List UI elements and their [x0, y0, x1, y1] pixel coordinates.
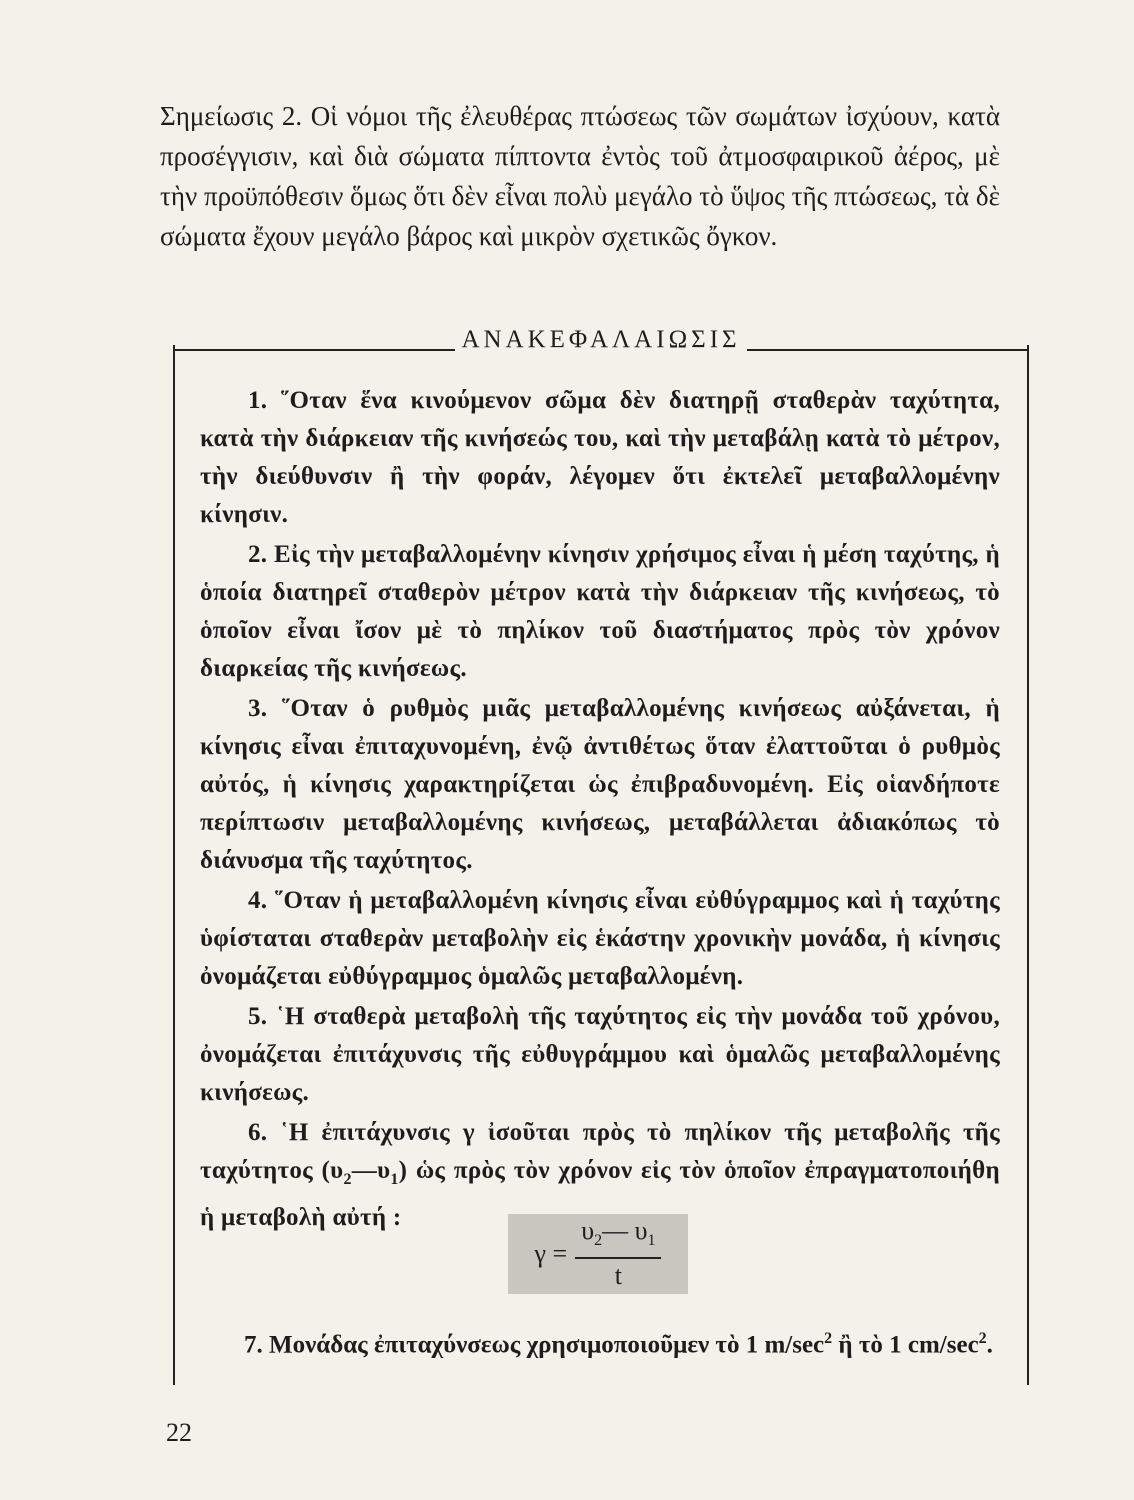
header-rule-right: [747, 349, 1029, 351]
item-number: 3.: [248, 695, 268, 722]
item-text: ῞Οταν ὁ ρυθμὸς μιᾶς μεταβαλλομένης κινήσεως αὐξάνεται, ἡ κίνησις εἶναι ἐπιταχυνομένη, ἐνῷ ἀντιθέτως ὅταν ἐλαττοῦται ὁ ρυθμὸς αὐτός, ἡ κίνησις χαρακτηρίζεται ὡς ἐπιβραδυνομένη. Εἰς οἱανδήποτε περίπτωσιν μεταβαλλομένης κινήσεως, μεταβάλλεται ἀδιακόπως τὸ διάνυσμα τῆς ταχύτητος.: [200, 695, 1000, 874]
page-number: 22: [166, 1418, 192, 1447]
item-text: ῾Η σταθερὰ μεταβολὴ τῆς ταχύτητος εἰς τὴν μονάδα τοῦ χρόνου, ὀνομάζεται ἐπιτάχυνσις τῆς εὐθυγράμμου καὶ ὁμαλῶς μεταβαλλομένης κινήσεως.: [200, 1003, 1000, 1106]
item-text: ῾Η ἐπιτάχυνσις γ ἰσοῦται πρὸς τὸ πηλίκον τῆς μεταβολῆς τῆς ταχύτητος (υ: [200, 1119, 1000, 1184]
numerator-symbol: υ: [581, 1215, 595, 1245]
header-rule-left: [173, 349, 455, 351]
item-number: 6.: [248, 1119, 268, 1146]
summary-items: [200, 382, 1000, 1239]
summary-item-3: [200, 690, 1000, 880]
item-number: 7.: [244, 1331, 263, 1359]
subscript: 1: [390, 1171, 399, 1188]
note-text: Οἱ νόμοι τῆς ἐλευθέρας πτώσεως τῶν σωμάτων ἰσχύουν, κατὰ προσέγγισιν, καὶ διὰ σώματα πίπτοντα ἐντὸς τοῦ ἀτμοσφαιρικοῦ ἀέρος, μὲ τὴν προϋπόθεσιν ὅμως ὅτι δὲν εἶναι πολὺ μεγάλο τὸ ὕψος τῆς πτώσεως, τὰ δὲ σώματα ἔχουν μεγάλο βάρος καὶ μικρὸν σχετικῶς ὄγκον.: [160, 101, 1000, 251]
summary-item-5: [200, 998, 1000, 1112]
acceleration-formula: [508, 1214, 688, 1294]
item-text: ῞Οταν ἕνα κινούμενον σῶμα δὲν διατηρῇ σταθερὰν ταχύτητα, κατὰ τὴν διάρκειαν τῆς κινήσεώς του, καὶ τὴν μεταβάλῃ κατὰ τὸ μέτρον, τὴν διεύθυνσιν ἢ τὴν φοράν, λέγομεν ὅτι ἐκτελεῖ μεταβαλλομένην κίνησιν.: [200, 387, 1000, 528]
item-number: 2.: [248, 541, 268, 568]
summary-header: [173, 326, 1029, 354]
formula-denominator: t: [614, 1261, 622, 1291]
summary-item-4: [200, 882, 1000, 996]
formula-lhs: γ =: [534, 1239, 568, 1268]
item-text: Εἰς τὴν μεταβαλλομένην κίνησιν χρήσιμος εἶναι ἡ μέση ταχύτης, ἡ ὁποία διατηρεῖ σταθερὸν μέτρον κατὰ τὴν διάρκειαν τῆς κινήσεως, τὸ ὁποῖον εἶναι ἴσον μὲ τὸ πηλίκον τοῦ διαστήματος πρὸς τὸν χρόνον διαρκείας τῆς κινήσεως.: [200, 541, 1000, 682]
subscript: 2: [343, 1171, 352, 1188]
summary-item-7: [200, 1320, 1000, 1364]
summary-item-1: [200, 382, 1000, 534]
item-text: —υ: [351, 1157, 391, 1184]
item-text: .: [986, 1331, 993, 1359]
item-number: 4.: [248, 887, 268, 914]
summary-item-2: [200, 536, 1000, 688]
item-text: Μονάδας ἐπιταχύνσεως χρησιμοποιοῦμεν τὸ 1 m/sec: [269, 1331, 825, 1359]
summary-title: ΑΝΑΚΕΦΑΛΑΙΩΣΙΣ: [461, 326, 741, 353]
note-lead: Σημείωσις 2.: [160, 101, 303, 131]
formula-fraction: [575, 1217, 661, 1291]
note-paragraph: [160, 96, 1000, 256]
item-text: ) ὡς πρὸς τὸν χρόνον εἰς τὸν ὁποῖον ἐπραγματοποιήθη ἡ μεταβολὴ αὐτή :: [200, 1157, 1000, 1231]
superscript: 2: [978, 1330, 987, 1347]
item-number: 5.: [248, 1003, 268, 1030]
item-number: 1.: [248, 387, 268, 414]
item-text: ἢ τὸ 1 cm/sec: [832, 1331, 979, 1359]
item-text: ῞Οταν ἡ μεταβαλλομένη κίνησις εἶναι εὐθύγραμμος καὶ ἡ ταχύτης ὑφίσταται σταθερὰν μεταβολὴν εἰς ἑκάστην χρονικὴν μονάδα, ἡ κίνησις ὀνομάζεται εὐθύγραμμος ὁμαλῶς μεταβαλλομένη.: [200, 887, 1000, 990]
formula-numerator: [575, 1217, 661, 1259]
subscript: 2: [594, 1232, 603, 1250]
subscript: 1: [647, 1232, 656, 1250]
superscript: 2: [824, 1330, 833, 1347]
numerator-symbol: — υ: [602, 1215, 648, 1245]
